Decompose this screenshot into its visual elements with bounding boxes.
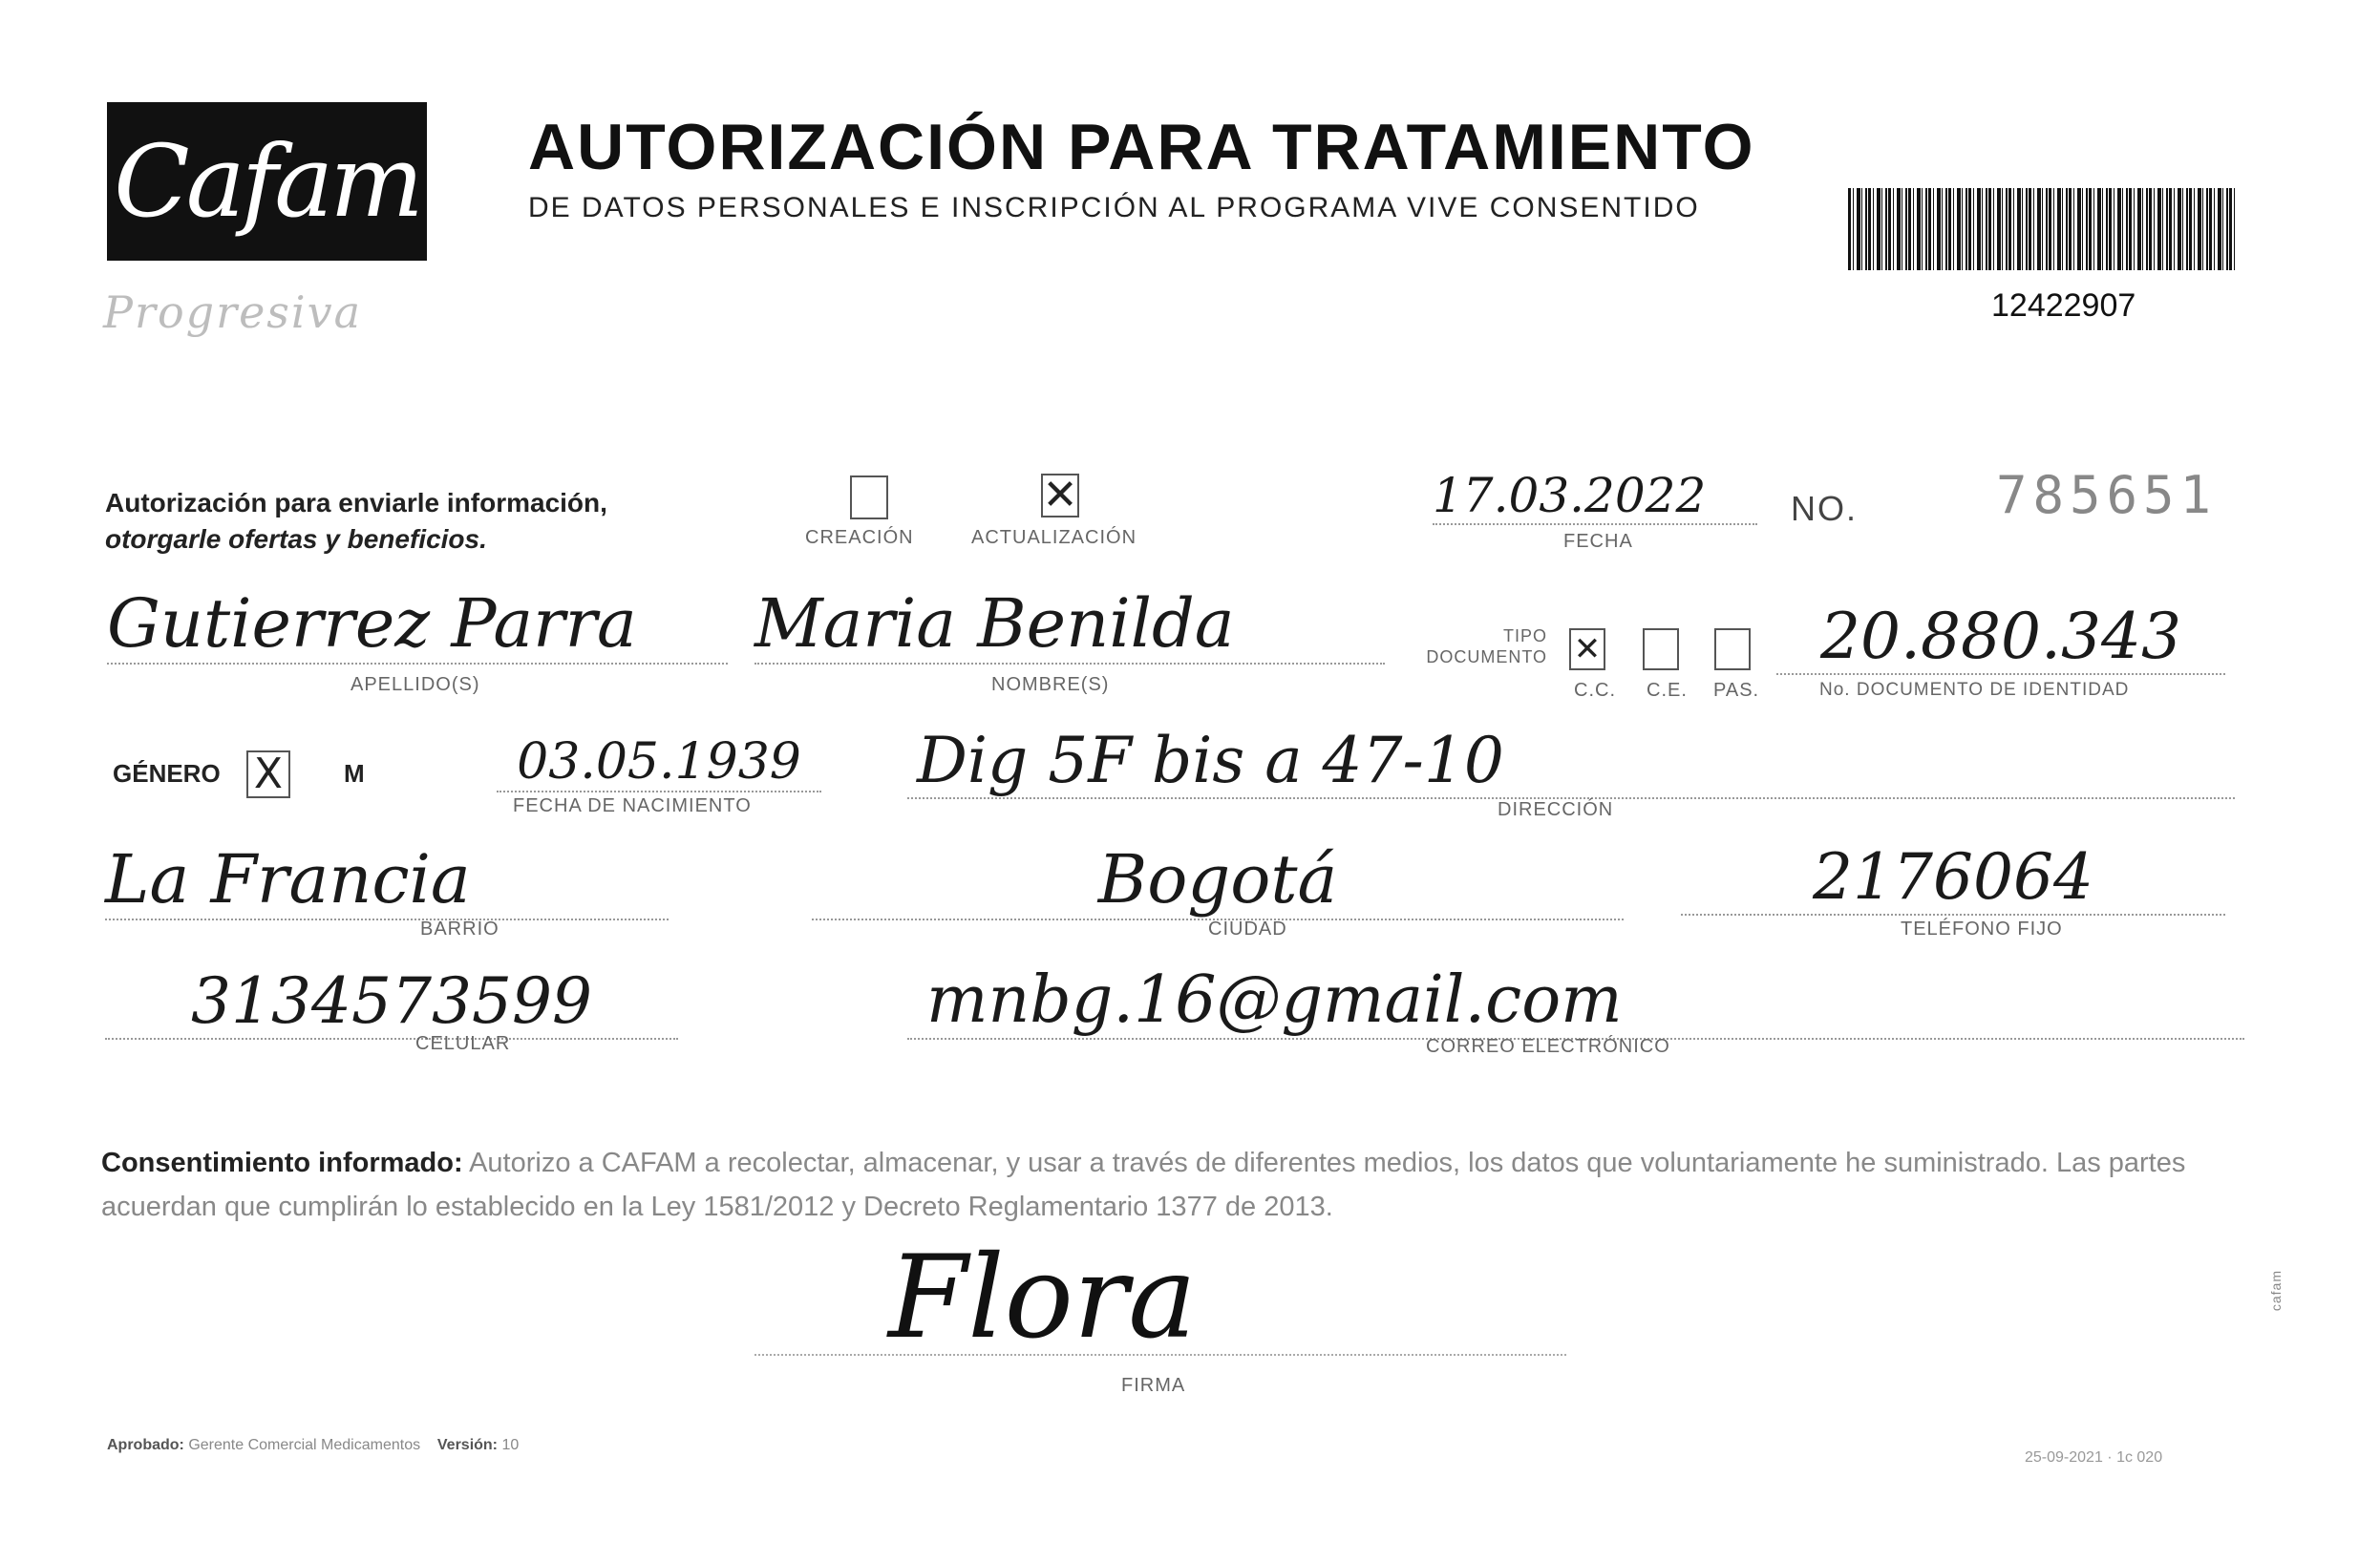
nombres-value: Maria Benilda (754, 584, 1385, 665)
side-text: cafam (2268, 1270, 2284, 1312)
fecha-nacimiento-label: FECHA DE NACIMIENTO (513, 795, 752, 816)
pas-checkbox[interactable] (1714, 628, 1751, 670)
documento-label: No. DOCUMENTO DE IDENTIDAD (1819, 680, 2130, 700)
creacion-checkbox[interactable] (850, 475, 888, 519)
ce-checkbox[interactable] (1643, 628, 1679, 670)
authorization-line1: Autorización para enviarle información, (105, 488, 607, 518)
form-subtitle: DE DATOS PERSONALES E INSCRIPCIÓN AL PROGRAMA VIVE CONSENTIDO (528, 192, 1700, 223)
cc-label: C.C. (1574, 680, 1616, 701)
firma-label: FIRMA (1121, 1375, 1186, 1396)
direccion-label: DIRECCIÓN (1498, 799, 1614, 820)
telefono-label: TELÉFONO FIJO (1901, 919, 2063, 940)
authorization-text (105, 485, 607, 558)
actualizacion-checkbox[interactable] (1041, 471, 1079, 519)
correo-value: mnbg.16@gmail.com (907, 962, 2244, 1040)
logo-text: Cafam (114, 123, 420, 240)
footer-date-code: 25-09-2021 · 1c 020 (2025, 1449, 2163, 1466)
aprobado-label: Aprobado: (107, 1437, 184, 1453)
direccion-value: Dig 5F bis a 47-10 (907, 724, 2235, 799)
apellidos-label: APELLIDO(S) (351, 674, 480, 695)
barrio-value: La Francia (105, 840, 669, 920)
check-x-mark: ✕ (1573, 630, 1602, 668)
no-label: NO. (1791, 489, 1859, 528)
actualizacion-label: ACTUALIZACIÓN (971, 527, 1137, 548)
celular-label: CELULAR (415, 1033, 511, 1054)
consent-heading: Consentimiento informado: (101, 1148, 463, 1178)
fecha-value: 17.03.2022 (1433, 468, 1757, 525)
version-label: Versión: (436, 1437, 499, 1453)
barcode (1848, 188, 2235, 270)
fecha-label: FECHA (1563, 531, 1633, 552)
barrio-label: BARRIO (420, 919, 499, 940)
barcode-number: 12422907 (1991, 287, 2136, 324)
genero-f-checkbox[interactable] (246, 750, 290, 798)
ciudad-label: CIUDAD (1208, 919, 1287, 940)
correo-label: CORREO ELECTRÓNICO (1426, 1036, 1670, 1057)
logo-subtext: Progresiva (103, 286, 363, 338)
pas-label: PAS. (1713, 680, 1760, 701)
cafam-logo (107, 102, 427, 261)
celular-value: 3134573599 (105, 964, 678, 1040)
aprobado-value: Gerente Comercial Medicamentos (188, 1437, 421, 1453)
creacion-label: CREACIÓN (805, 527, 914, 548)
nombres-label: NOMBRE(S) (991, 674, 1110, 695)
consent-paragraph (101, 1141, 2231, 1229)
ce-label: C.E. (1647, 680, 1688, 701)
check-x-mark: ✕ (1042, 471, 1078, 519)
tipo-documento-label: TIPO DOCUMENTO (1426, 626, 1547, 666)
version-value: 10 (501, 1437, 520, 1453)
document-number: 785651 (1996, 465, 2218, 525)
documento-value: 20.880.343 (1776, 600, 2225, 675)
ciudad-value: Bogotá (812, 840, 1624, 920)
genero-m-label: M (344, 759, 365, 788)
genero-label: GÉNERO (113, 759, 221, 788)
footer-approval (107, 1437, 519, 1454)
authorization-line2: otorgarle ofertas y beneficios. (105, 524, 487, 554)
cc-checkbox[interactable] (1569, 628, 1605, 670)
signature-line (754, 1354, 1566, 1356)
genero-f-mark: X (253, 750, 284, 798)
signature: Flora (888, 1232, 1197, 1364)
telefono-value: 2176064 (1681, 840, 2225, 916)
fecha-nacimiento-value: 03.05.1939 (497, 733, 821, 792)
consent-body: Autorizo a CAFAM a recolectar, almacenar, y usar a través de diferentes medios, los datos que voluntariamente he suministrado. Las partes acuerdan que cumplirán lo establecido en la Ley 1581/2012 y Decreto Reglamentario 1377 de 2013. (101, 1148, 2186, 1222)
form-title: AUTORIZACIÓN PARA TRATAMIENTO (528, 111, 1755, 183)
apellidos-value: Gutierrez Parra (107, 584, 728, 665)
